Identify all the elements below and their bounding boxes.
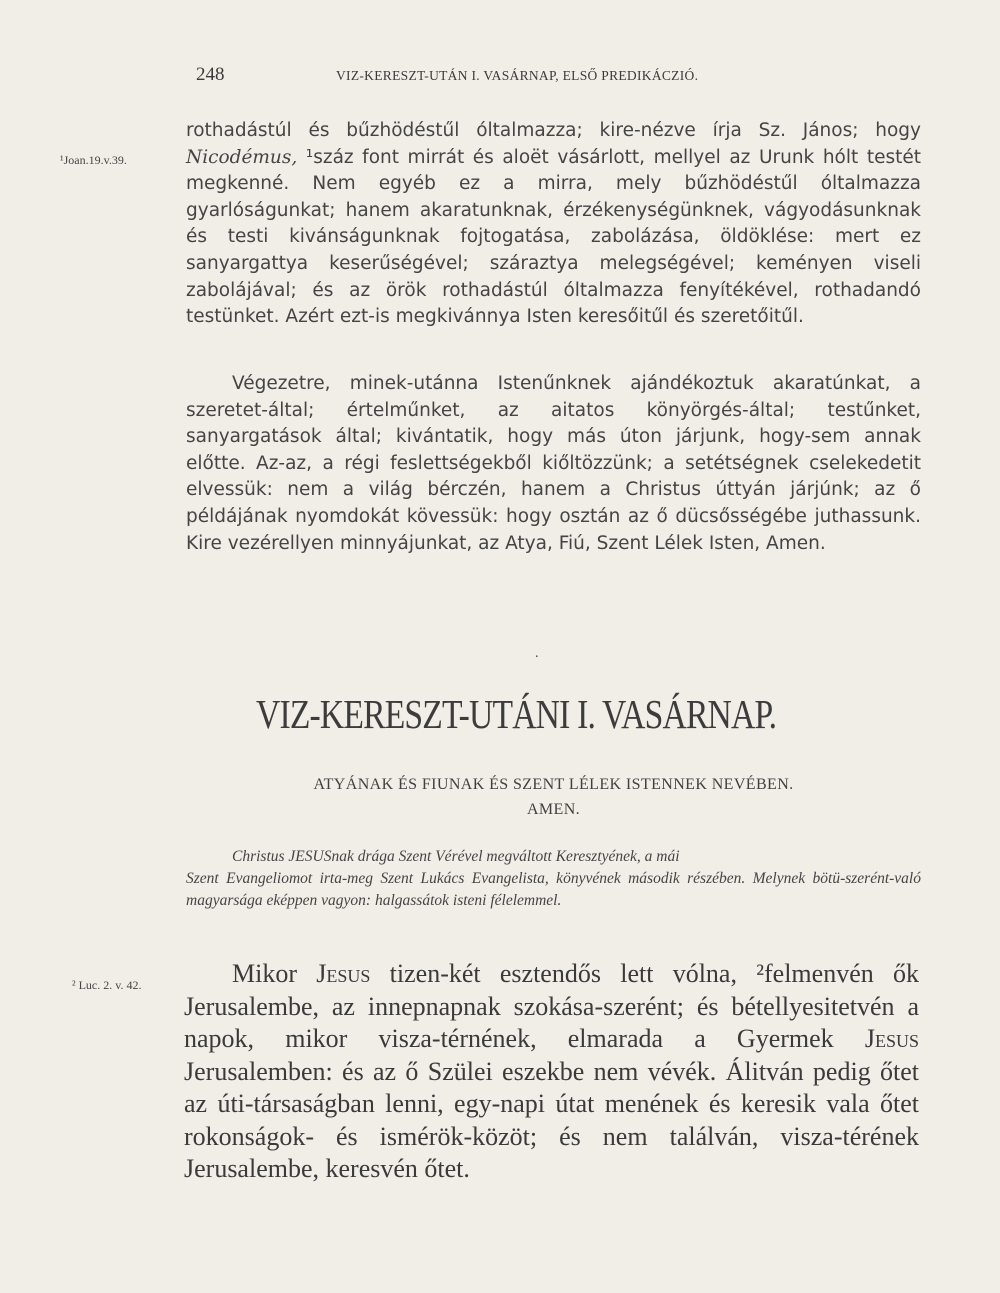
paragraph-1 — [186, 118, 921, 331]
invocation-line-1: ATYÁNAK ÉS FIUNAK ÉS SZENT LÉLEK ISTENNEK NEVÉBEN. — [313, 776, 794, 793]
intro-paragraph — [186, 846, 921, 912]
gospel-jesus-2: Jesus — [864, 1024, 919, 1053]
section-divider: . — [535, 646, 539, 661]
page-header — [196, 64, 776, 92]
gospel-part-1: Mikor — [232, 959, 317, 988]
intro-rest: Szent Evangeliomot irta-meg Szent Lukács Evangelista, könyvének második részében. Melynek bötü-szerént-való magyarsága eképpen vagyon: halgassátok isteni félelemmel. — [186, 870, 921, 909]
section-title: VIZ-KERESZT-UTÁNI I. VASÁRNAP. — [256, 691, 777, 737]
gospel-part-2: tizen-két esztendős lett vólna, ²felmenvén ők Jerusalembe, az innepnapnak szokása-szerént; és bétellyesitetvén a napok, mikor visza-térnének, elmarada a Gyermek — [184, 959, 919, 1053]
gospel-part-3: Jerusalemben: és az ő Szülei eszekbe nem vévék. Álitván pedig őtet az úti-társaságban lenni, egy-napi útat menének és keresik vala őtet rokonságok- és ismérök-közöt; és nem találván, visza-térének Jerusalembe, keresvén őtet. — [184, 1056, 919, 1183]
margin-note-reference: ¹Joan.19.v.39. — [60, 153, 127, 167]
intro-first-line: Christus JESUSnak drága Szent Vérével megváltott Keresztyének, a mái — [232, 848, 680, 865]
paragraph-1-rest: ¹száz font mirrát és aloët vásárlott, mellyel az Urunk hólt testét megkenné. Nem egyéb ez a mirra, mely bűzhödéstűl óltalmazza gyarlóságunkat; hanem akaratunknak, érzékenységünknek, vágyodásunknak és testi kivánságunknak fojtogatása, zabolázása, öldöklése: mert ez sanyargattya keserűségével; száraztya melegségével; keményen viseli zabolájával; és az örök rothadástúl óltalmazza fenyítékével, rothadandó testünket. Azért ezt-is megkivánnya Isten keresőitűl és szeretőitűl. — [186, 146, 921, 328]
margin-note-reference-2: ² Luc. 2. v. 42. — [72, 978, 142, 992]
gospel-text — [184, 958, 919, 1186]
invocation-line-2: AMEN. — [526, 801, 581, 818]
running-title: VIZ-KERESZT-UTÁN I. VASÁRNAP, ELSŐ PREDIKÁCZIÓ. — [336, 68, 699, 83]
gospel-jesus-1: Jesus — [316, 959, 371, 988]
paragraph-2: Végezetre, minek-utánna Istenűnknek ajándékoztuk akaratúnkat, a szeretet-által; értelműnket, az aitatos könyörgés-által; testűnket, sanyargatások által; kivántatik, hogy más úton járjunk, hogy-sem annak előtte. Az-az, a régi feslettségekből kiőltözzünk; a setétségnek cselekedetit elvessük: nem a világ bérczén, hanem a Christus úttyán járjúnk; az ő példájának nyomdokát kövessük: hogy osztán az ő dücsősségébe juthassunk. Kire vezérellyen minnyájunkat, az Atya, Fiú, Szent Lélek Isten, Amen. — [186, 373, 921, 554]
page-number: 248 — [196, 64, 225, 85]
paragraph-1-start: rothadástúl és bűzhödéstűl óltalmazza; kire-nézve írja Sz. János; hogy — [186, 120, 921, 141]
paragraph-1-italic-name: Nicodémus, — [186, 146, 298, 168]
